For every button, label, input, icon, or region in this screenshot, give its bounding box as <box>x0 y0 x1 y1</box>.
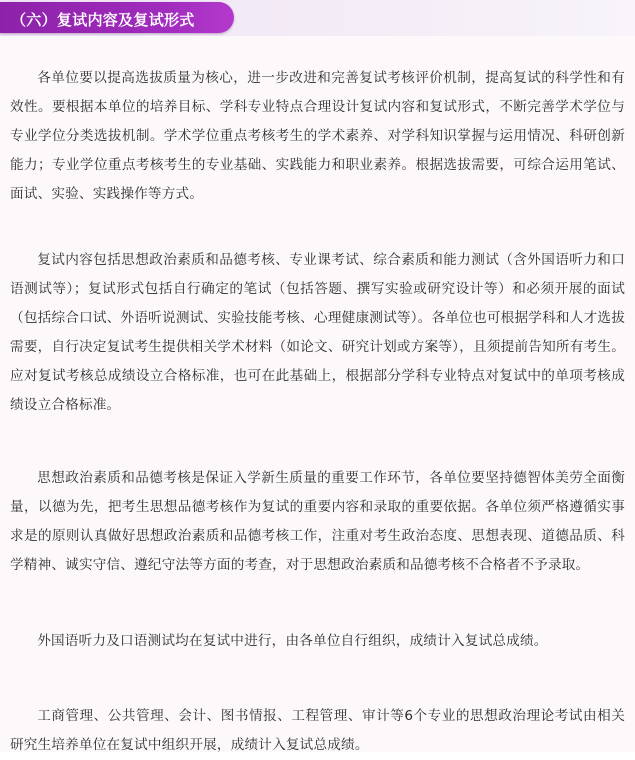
paragraph-political-moral-assessment: 思想政治素质和品德考核是保证入学新生质量的重要工作环节，各单位要坚持德智体美劳全面衡量，以德为先，把考生思想品德考核作为复试的重要内容和录取的重要依据。各单位须严格遵循实事求是的原则认真做好思想政治素质和品德考核工作，注重对考生政治态度、思想表现、道德品质、科学精神、诚实守信、遵纪守法等方面的考查，对于思想政治素质和品德考核不合格者不予录取。 <box>10 470 625 573</box>
paragraph-retest-content-form: 复试内容包括思想政治素质和品德考核、专业课考试、综合素质和能力测试（含外国语听力和口语测试等）；复试形式包括自行确定的笔试（包括答题、撰写实验或研究设计等）和必须开展的面试（包括综合口试、外语听说测试、实验技能考核、心理健康测试等）。各单位也可根据学科和人才选拔需要，自行决定复试考生提供相关学术材料（如论文、研究计划或方案等），且须提前告知所有考生。应对复试考核总成绩设立合格标准，也可在此基础上，根据部分学科专业特点对复试中的单项考核成绩设立合格标准。 <box>10 252 625 413</box>
section-title: （六）复试内容及复试形式 <box>11 11 195 29</box>
content-panel <box>0 36 635 752</box>
paragraph-evaluation-mechanism: 各单位要以提高选拔质量为核心，进一步改进和完善复试考核评价机制，提高复试的科学性和有效性。要根据本单位的培养目标、学科专业特点合理设计复试内容和复试形式，不断完善学术学位与专业学位分类选拔机制。学术学位重点考核考生的学术素养、对学科知识掌握与运用情况、科研创新能力；专业学位重点考核考生的专业基础、实践能力和职业素养。根据选拔需要，可综合运用笔试、面试、实验、实践操作等方式。 <box>10 70 625 202</box>
paragraph-foreign-language-test: 外国语听力及口语测试均在复试中进行，由各单位自行组织，成绩计入复试总成绩。 <box>37 633 548 649</box>
paragraph-political-theory-exam: 工商管理、公共管理、会计、图书情报、工程管理、审计等6个专业的思想政治理论考试由相关研究生培养单位在复试中组织开展，成绩计入复试总成绩。 <box>10 708 625 753</box>
section-title-badge <box>0 2 234 33</box>
section-header-bar <box>0 0 635 36</box>
